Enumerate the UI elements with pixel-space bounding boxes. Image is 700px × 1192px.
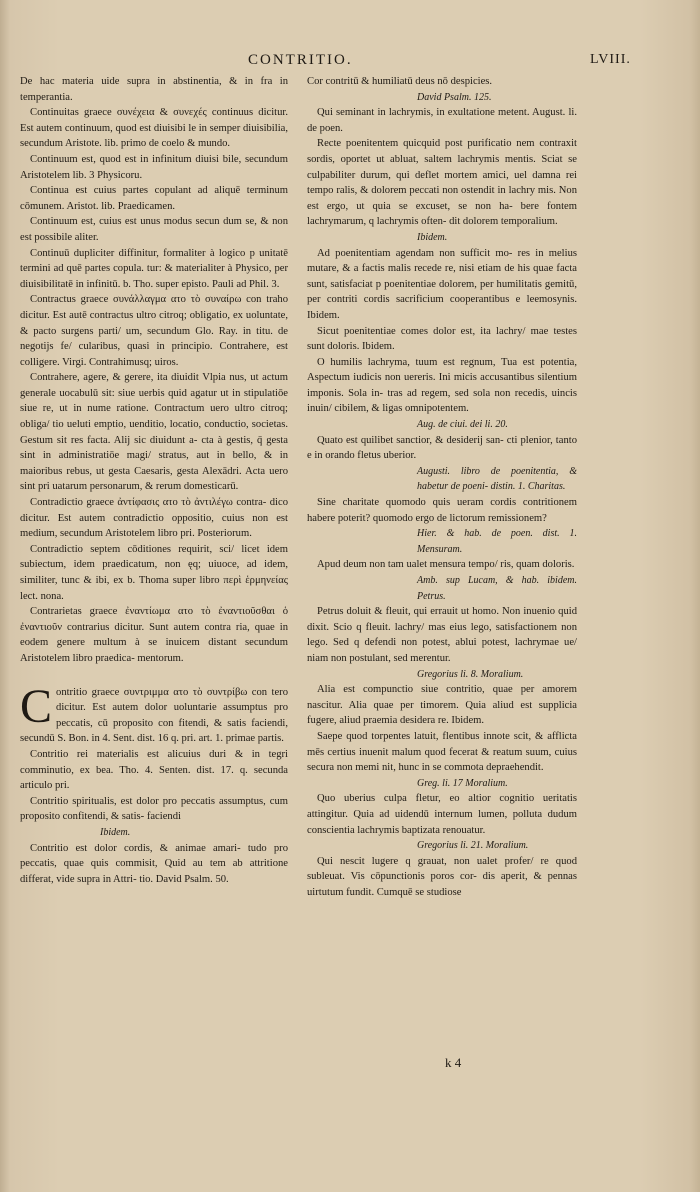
text-paragraph: [307, 433, 577, 464]
text-paragraph: [20, 214, 288, 245]
paragraph-text: Ad poenitentiam agendam non sufficit mo- res in melius mutare, & a factis malis recede re, nisi etiam de his quae facta sunt, satisfaciat p poenitentiae dolorem, per humilitatis gemitū, per contriti cordis sacrificium cooperantibus e leemosynis. Ibidem.: [307, 247, 577, 321]
running-head: [0, 52, 700, 74]
source-citation: [307, 776, 577, 792]
source-citation: [307, 573, 577, 604]
paragraph-text: Contradictio septem cōditiones requirit, sci/ licet idem subiectum, idem praedicatum, non ęq; uiuoce, ad idem, similiter, tunc & ibi, ex b. Thoma super libro περὶ ἑρμηνείας lect. nona.: [20, 543, 288, 602]
paragraph-text: Sine charitate quomodo quis ueram cordis contritionem habere poterit? quomodo ergo de lictorum remissionem?: [307, 497, 577, 524]
text-paragraph: [307, 557, 577, 573]
text-paragraph: [307, 355, 577, 417]
text-paragraph: [307, 682, 577, 729]
paragraph-text: Continuum est, quod est in infinitum diuisi bile, secundum Aristotelem lib. 3 Physicoru.: [20, 153, 288, 181]
paragraph-text: ontritio graece συντριμμα ατο τὸ συντρίβω con tero dicitur. Est autem dolor uoluntarie assumptus pro peccatis, cū proposito con fitendi, & satis faciendi, secundū S. Bon. in 4. Sent. dist. 16 q. pri. art. 1. primae partis.: [20, 686, 288, 745]
drop-cap: C: [20, 679, 53, 733]
paragraph-text: Contradictio graece ἀντίφασις ατο τὸ ἀντιλέγω contra- dico dicitur. Est autem contradictio oppositio, cuius non est medium, secundum Aristotelem libro pri. Posteriorum.: [20, 497, 288, 540]
citation-text: Augusti. libro de poenitentia, & habetur de poeni- distin. 1. Charitas.: [417, 465, 577, 493]
paragraph-text: Continuitas graece συνέχεια & συνεχές continuus dicitur. Est autem continuum, quod est diuisibi le in semper diuisibilia, secundum Aristote. lib. primo de coelo & mundo.: [20, 107, 288, 150]
right-column: [307, 74, 577, 900]
text-paragraph: [20, 183, 288, 214]
paragraph-text: Contrahere, agere, & gerere, ita diuidit Vlpia nus, ut actum generale uocabulū sit: siue uerbis quid agatur ut in stipulatiōe siue re, ut in nume ratione. Contractum uero ultro citroq; obliga/ tio ueluti emptio, uenditio, locatio, conductio, societas. Gestum sit res facta. Alij sic diuidunt a- cta à gestis, q̄ gesta sint in administratiōe magi/ stratus, aut in bello, & in maioribus rebus, ut gesta Caesaris, gesta Alexādri. Acta uero sint pri uatarum personarum, & rerum domesticarū.: [20, 372, 288, 493]
paragraph-text: Quo uberius culpa fletur, eo altior cognitio ueritatis attingitur. Quia ad uidendū internum lumen, polluta dudum conscientia lachrymis baptizata renouatur.: [307, 793, 577, 836]
paragraph-text: Cor contritū & humiliatū deus nō despicies.: [307, 76, 493, 87]
citation-text: Ibidem.: [100, 826, 131, 838]
paragraph-text: Contritio spiritualis, est dolor pro peccatis assumptus, cum proposito confitendi, & satis- faciendi: [20, 795, 288, 823]
text-paragraph: [20, 542, 288, 604]
source-citation: [20, 825, 288, 841]
paragraph-text: Contritio est dolor cordis, & animae amari- tudo pro peccatis, quae quis commisit, Quid au tem ab attritione differat, vide supra in Attri- tio. David Psalm. 50.: [20, 842, 288, 885]
paragraph-text: Contrarietas graece ἐναντίωμα ατο τὸ ἐναντιοῦσθαι ὁ ἐναντιοῦν contrarius dicitur. Sunt autem contra ria, quae in eodem genere multum à se inuicem distant secundum Aristotelem libro praedica- mentorum.: [20, 606, 288, 664]
text-paragraph: [20, 679, 288, 747]
paragraph-text: Saepe quod torpentes latuit, flentibus innote scit, & afflicta mēs certius inuenit malum quod fecerat & reatum suum, cuius secura non memi nit, hunc in se commota depraehendit.: [307, 730, 577, 774]
text-paragraph: [307, 105, 577, 136]
text-paragraph: [307, 246, 577, 324]
text-paragraph: [20, 74, 288, 105]
citation-text: Greg. li. 17 Moralium.: [417, 777, 508, 789]
folio-number: LVIII.: [590, 52, 631, 67]
text-paragraph: [20, 370, 288, 495]
text-paragraph: [20, 841, 288, 888]
paragraph-text: Continuum est, cuius est unus modus secun dum se, & non est possibile aliter.: [20, 216, 288, 243]
paragraph-text: Continuū dupliciter diffinitur, formaliter à logico p unitatē termini ad quē partes copula. tur: & materialiter à Physico, per diuisibilitatē in infinitū. b. Tho. super episto. Pauli ad Phil. 3.: [20, 247, 288, 290]
paragraph-text: Qui seminant in lachrymis, in exultatione metent. August. li. de poen.: [307, 107, 577, 134]
text-paragraph: [307, 136, 577, 230]
text-paragraph: [307, 604, 577, 666]
source-citation: [307, 90, 577, 106]
text-paragraph: [20, 105, 288, 152]
citation-text: Ibidem.: [417, 231, 448, 243]
citation-text: Hier. & hab. de poen. dist. 1. Mensuram.: [417, 528, 577, 555]
citation-text: Aug. de ciui. dei li. 20.: [417, 419, 508, 431]
source-citation: [307, 667, 577, 683]
citation-text: Gregorius li. 21. Moralium.: [417, 840, 529, 852]
paragraph-text: De hac materia uide supra in abstinentia, & in fra in temperantia.: [20, 76, 288, 103]
paragraph-text: Petrus doluit & fleuit, qui errauit ut homo. Non inuenio quid dixit. Scio q fleuit. lachry/ mas eius lego, satisfactionem non lego. Sed q defendi non potest, ablui potest, lachrymae ue/ niam non postulant, sed merentur.: [307, 606, 577, 664]
paragraph-text: O humilis lachryma, tuum est regnum, Tua est potentia, Aspectum iudicis non uereris. Ini micis accusantibus silentium imponis. Sola in- tras ad regem, sed sola non recedis, uincis inuin/ cibilem, & ligas omnipotentem.: [307, 356, 577, 415]
paragraph-text: Alia est compunctio siue contritio, quae per amorem nascitur. Alia quae per timorem. Quia aliud est supplicia fugere, aliud praemia desidera re. Ibidem.: [307, 684, 577, 727]
citation-text: Amb. sup Lucam, & hab. ibidem. Petrus.: [417, 575, 577, 602]
paragraph-text: Qui nescit lugere q grauat, non ualet profer/ re quod subleuat. Vis cōpunctionis poros cor- dis aperit, & pennas uirtutum fundit. Cumquē se studiose: [307, 855, 577, 898]
text-paragraph: [307, 729, 577, 776]
signature-mark: k 4: [445, 1055, 462, 1070]
paragraph-text: Contritio rei materialis est alicuius duri & in tegri comminutio, ex bea. Tho. 4. Senten. dist. 17. q. secunda articulo pri.: [20, 748, 288, 792]
source-citation: [307, 230, 577, 246]
source-citation: [307, 526, 577, 557]
text-paragraph: [20, 246, 288, 293]
paragraph-text: Recte poenitentem quicquid post purificatio nem contraxit sordis, oportet ut abluat, saltem lachrymis mentis. Sciat se culpabiliter durum, qui deflet mortem amici, uel damna rei tempo ralis, & dolorem peccati non ostendit in lachry mis. Non est ergo, ut quia se excuset, se non ha- bere fontem lachrymarum, q lachrymis often- dit dolorem temporalium.: [307, 138, 577, 228]
text-paragraph: [20, 152, 288, 183]
left-column: [20, 74, 288, 887]
citation-text: Gregorius li. 8. Moralium.: [417, 668, 524, 680]
paragraph-text: Apud deum non tam ualet mensura tempo/ ris, quam doloris.: [317, 559, 575, 571]
source-citation: [307, 417, 577, 433]
text-paragraph: [20, 292, 288, 370]
text-paragraph: [307, 74, 577, 90]
text-paragraph: [20, 604, 288, 666]
text-paragraph: [307, 495, 577, 526]
paragraph-text: Sicut poenitentiae comes dolor est, ita lachry/ mae testes sunt doloris. Ibidem.: [307, 325, 577, 353]
paragraph-text: Contractus graece συνάλλαγμα ατο τὸ συναίρω con traho dicitur. Est autē contractus ultro citroq; obligatio, ex uoluntate, & pacto surgens parti/ um, secundum Glo. Ray. in titu. de negotijs fe/ cularibus, quasi in principio. Contrahere, est colligere. Virgi. Contrahimusq; uiros.: [20, 294, 288, 368]
text-paragraph: [307, 324, 577, 355]
source-citation: [307, 838, 577, 854]
source-citation: [307, 464, 577, 495]
page-title: CONTRITIO.: [248, 52, 353, 68]
paragraph-text: Quato est quilibet sanctior, & desiderij san- cti plenior, tanto e in orando fletus uberior.: [307, 434, 577, 462]
text-paragraph: [20, 747, 288, 794]
text-paragraph: [20, 495, 288, 542]
citation-text: David Psalm. 125.: [417, 91, 492, 103]
text-paragraph: [307, 854, 577, 901]
text-paragraph: [307, 791, 577, 838]
paragraph-text: Continua est cuius partes copulant ad aliquē terminum cōmunem. Aristot. lib. Praedicamen.: [20, 185, 288, 212]
text-paragraph: [20, 794, 288, 825]
